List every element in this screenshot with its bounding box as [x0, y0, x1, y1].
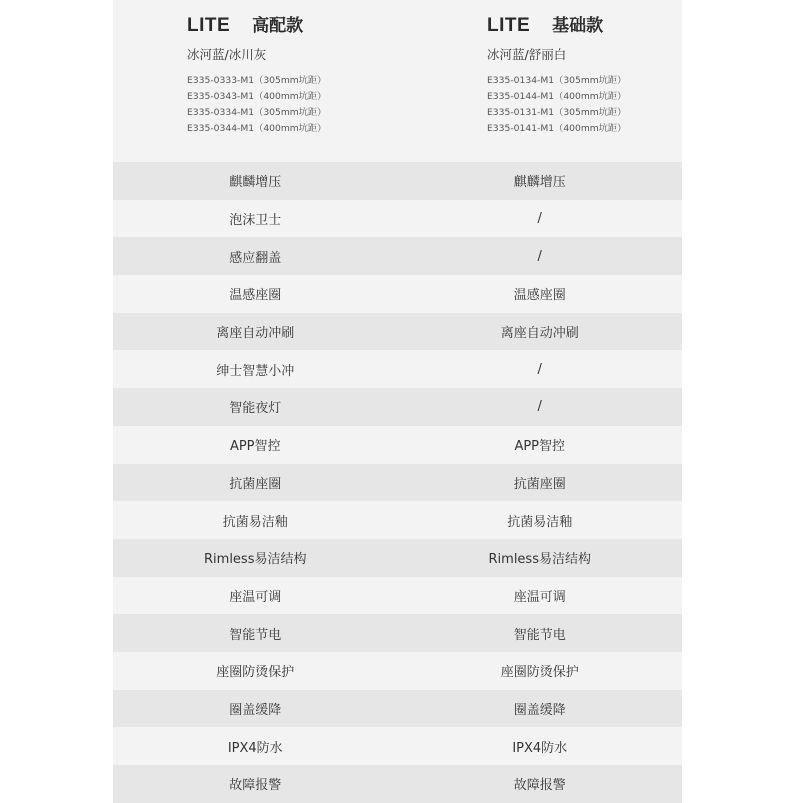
- feature-high: 智能节电: [229, 627, 282, 643]
- feature-comparison-table: [113, 162, 682, 803]
- model-number: E335-0333-M1（305mm坑距）: [187, 75, 327, 86]
- feature-basic: /: [537, 361, 542, 377]
- feature-high: 离座自动冲刷: [216, 326, 295, 342]
- feature-basic: 圈盖缓降: [513, 702, 566, 718]
- feature-basic: 座圈防烫保护: [500, 665, 579, 681]
- feature-basic: 抗菌易洁釉: [507, 514, 573, 530]
- feature-basic: 座温可调: [513, 589, 566, 605]
- feature-row: [113, 237, 682, 275]
- feature-high: 智能夜灯: [229, 401, 282, 417]
- model-list: [487, 73, 626, 137]
- feature-row: [113, 727, 682, 765]
- feature-high: 座温可调: [229, 589, 282, 605]
- model-number: E335-0141-M1（400mm坑距）: [487, 123, 627, 134]
- feature-basic: APP智控: [514, 439, 566, 455]
- model-number: E335-0144-M1（400mm坑距）: [487, 91, 627, 102]
- product-colors: 冰河蓝/舒丽白: [487, 47, 567, 62]
- feature-high: Rimless易洁结构: [204, 552, 307, 568]
- feature-row: [113, 539, 682, 577]
- feature-row: [113, 652, 682, 690]
- feature-basic: /: [537, 248, 542, 264]
- feature-high: 温感座圈: [229, 288, 282, 304]
- feature-row: [113, 275, 682, 313]
- feature-row: [113, 350, 682, 388]
- feature-basic: 抗菌座圈: [513, 476, 566, 492]
- feature-basic: IPX4防水: [512, 740, 568, 756]
- feature-basic: 温感座圈: [513, 288, 566, 304]
- feature-basic: /: [537, 211, 542, 227]
- feature-row: [113, 501, 682, 539]
- feature-row: [113, 313, 682, 351]
- feature-basic: /: [537, 399, 542, 415]
- feature-row: [113, 388, 682, 426]
- feature-row: [113, 464, 682, 502]
- product-title: [187, 11, 303, 35]
- feature-high: APP智控: [229, 439, 281, 455]
- feature-basic: 故障报警: [513, 778, 566, 794]
- product-title: [487, 11, 603, 35]
- feature-row: [113, 614, 682, 652]
- feature-high: 感应翻盖: [229, 250, 282, 266]
- product-tier: 高配款: [252, 16, 304, 36]
- feature-high: 麒麟增压: [229, 175, 282, 191]
- product-colors: 冰河蓝/冰川灰: [187, 47, 267, 62]
- feature-row: [113, 200, 682, 238]
- feature-high: 绅士智慧小冲: [216, 363, 295, 379]
- model-number: E335-0134-M1（305mm坑距）: [487, 75, 627, 86]
- feature-row: [113, 577, 682, 615]
- feature-high: 座圈防烫保护: [216, 665, 295, 681]
- model-list: [187, 73, 326, 137]
- feature-high: 泡沫卫士: [229, 213, 282, 229]
- feature-basic: 麒麟增压: [513, 175, 566, 191]
- product-line: LITE: [487, 15, 531, 36]
- feature-high: IPX4防水: [227, 740, 283, 756]
- feature-high: 抗菌座圈: [229, 476, 282, 492]
- product-line: LITE: [187, 15, 231, 36]
- feature-basic: 智能节电: [513, 627, 566, 643]
- feature-basic: 离座自动冲刷: [500, 326, 579, 342]
- model-number: E335-0343-M1（400mm坑距）: [187, 91, 327, 102]
- feature-basic: Rimless易洁结构: [488, 552, 591, 568]
- feature-row: [113, 765, 682, 803]
- feature-high: 故障报警: [229, 778, 282, 794]
- feature-row: [113, 162, 682, 200]
- model-number: E335-0131-M1（305mm坑距）: [487, 107, 627, 118]
- feature-high: 圈盖缓降: [229, 702, 282, 718]
- model-number: E335-0344-M1（400mm坑距）: [187, 123, 327, 134]
- feature-high: 抗菌易洁釉: [222, 514, 288, 530]
- feature-row: [113, 690, 682, 728]
- feature-row: [113, 426, 682, 464]
- model-number: E335-0334-M1（305mm坑距）: [187, 107, 327, 118]
- product-tier: 基础款: [552, 16, 604, 36]
